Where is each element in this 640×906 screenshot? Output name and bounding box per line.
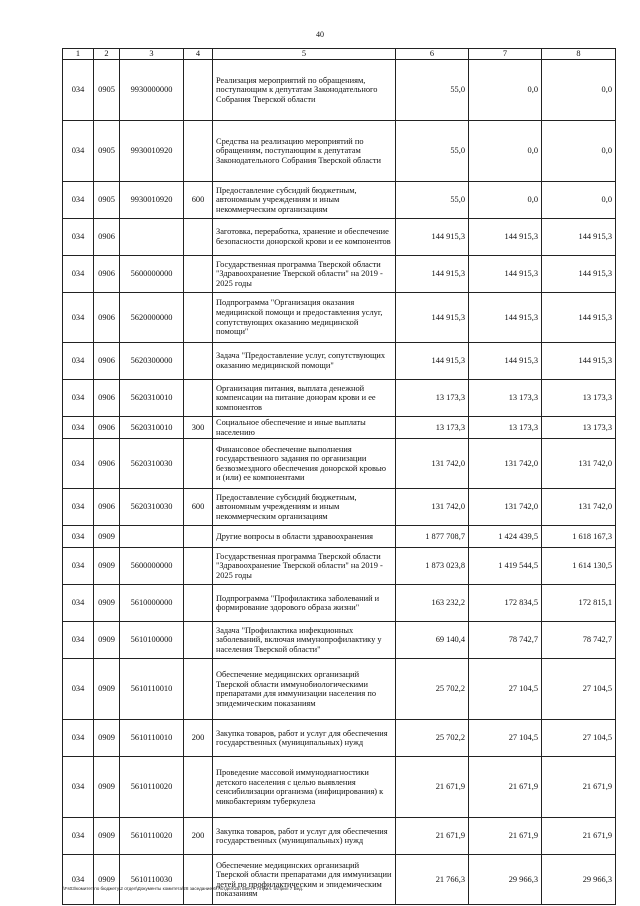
- amount-cell: 131 742,0: [396, 489, 469, 526]
- amount-cell: 21 671,9: [469, 757, 542, 818]
- budget-table: [62, 48, 616, 905]
- description-cell: Подпрограмма "Организация оказания медицинской помощи и предоставления услуг, сопутствующих оказанию медицинской помощи": [213, 293, 396, 343]
- amount-cell: 78 742,7: [542, 622, 616, 659]
- amount-cell: 144 915,3: [469, 293, 542, 343]
- section-cell: 0909: [94, 622, 120, 659]
- section-cell: 0906: [94, 417, 120, 439]
- description-cell: Средства на реализацию мероприятий по обращениям, поступающим к депутатам Законодательного Собрания Тверской области: [213, 121, 396, 182]
- target-item-cell: 5610110020: [120, 757, 184, 818]
- section-cell: 0906: [94, 219, 120, 256]
- target-item-cell: 5600000000: [120, 548, 184, 585]
- description-cell: Заготовка, переработка, хранение и обеспечение безопасности донорской крови и ее компонентов: [213, 219, 396, 256]
- amount-cell: 131 742,0: [396, 439, 469, 489]
- amount-cell: 1 618 167,3: [542, 526, 616, 548]
- code-cell: 034: [63, 622, 94, 659]
- target-item-cell: [120, 526, 184, 548]
- table-row: [63, 659, 616, 720]
- amount-cell: 1 614 130,5: [542, 548, 616, 585]
- section-cell: 0909: [94, 585, 120, 622]
- amount-cell: 144 915,3: [396, 293, 469, 343]
- code-cell: 034: [63, 256, 94, 293]
- table-row: [63, 60, 616, 121]
- expense-type-cell: [184, 659, 213, 720]
- amount-cell: 144 915,3: [396, 256, 469, 293]
- amount-cell: 27 104,5: [469, 720, 542, 757]
- amount-cell: 172 815,1: [542, 585, 616, 622]
- expense-type-cell: [184, 855, 213, 905]
- description-cell: Задача "Предоставление услуг, сопутствующих оказанию медицинской помощи": [213, 343, 396, 380]
- amount-cell: 144 915,3: [469, 256, 542, 293]
- code-cell: 034: [63, 293, 94, 343]
- amount-cell: 131 742,0: [469, 489, 542, 526]
- section-cell: 0906: [94, 256, 120, 293]
- expense-type-cell: 200: [184, 720, 213, 757]
- target-item-cell: 9930000000: [120, 60, 184, 121]
- amount-cell: 172 834,5: [469, 585, 542, 622]
- description-cell: Реализация мероприятий по обращениям, поступающим к депутатам Законодательного Собрания Тверской области: [213, 60, 396, 121]
- table-row: [63, 219, 616, 256]
- target-item-cell: 5620300000: [120, 343, 184, 380]
- amount-cell: 163 232,2: [396, 585, 469, 622]
- section-cell: 0909: [94, 757, 120, 818]
- amount-cell: 144 915,3: [396, 219, 469, 256]
- code-cell: 034: [63, 818, 94, 855]
- amount-cell: 144 915,3: [542, 293, 616, 343]
- code-cell: 034: [63, 855, 94, 905]
- amount-cell: 1 877 708,7: [396, 526, 469, 548]
- amount-cell: 1 424 439,5: [469, 526, 542, 548]
- amount-cell: 144 915,3: [542, 219, 616, 256]
- expense-type-cell: 600: [184, 182, 213, 219]
- amount-cell: 0,0: [469, 182, 542, 219]
- target-item-cell: 5620310030: [120, 439, 184, 489]
- section-cell: 0906: [94, 343, 120, 380]
- expense-type-cell: 200: [184, 818, 213, 855]
- table-row: [63, 855, 616, 905]
- target-item-cell: 5610000000: [120, 585, 184, 622]
- amount-cell: 144 915,3: [469, 343, 542, 380]
- table-row: [63, 121, 616, 182]
- amount-cell: 13 173,3: [469, 417, 542, 439]
- amount-cell: 0,0: [542, 121, 616, 182]
- description-cell: Другие вопросы в области здравоохранения: [213, 526, 396, 548]
- description-cell: Подпрограмма "Профилактика заболеваний и формирование здорового образа жизни": [213, 585, 396, 622]
- amount-cell: 13 173,3: [469, 380, 542, 417]
- amount-cell: 21 671,9: [542, 818, 616, 855]
- amount-cell: 55,0: [396, 60, 469, 121]
- section-cell: 0906: [94, 489, 120, 526]
- expense-type-cell: [184, 622, 213, 659]
- code-cell: 034: [63, 417, 94, 439]
- amount-cell: 21 671,9: [396, 757, 469, 818]
- expense-type-cell: 300: [184, 417, 213, 439]
- amount-cell: 25 702,2: [396, 659, 469, 720]
- amount-cell: 27 104,5: [542, 659, 616, 720]
- amount-cell: 29 966,3: [469, 855, 542, 905]
- page-number: 40: [316, 30, 324, 39]
- table-row: [63, 343, 616, 380]
- expense-type-cell: [184, 256, 213, 293]
- amount-cell: 1 873 023,8: [396, 548, 469, 585]
- description-cell: Предоставление субсидий бюджетным, автономным учреждениям и иным некоммерческим организациям: [213, 489, 396, 526]
- header-cell: 3: [120, 49, 184, 60]
- description-cell: Предоставление субсидий бюджетным, автономным учреждениям и иным некоммерческим организациям: [213, 182, 396, 219]
- section-cell: 0905: [94, 60, 120, 121]
- amount-cell: 13 173,3: [396, 380, 469, 417]
- table-row: [63, 548, 616, 585]
- description-cell: Финансовое обеспечение выполнения государственного задания по организации безвозмездного обеспечения донорской кровью и (или) ее компонентами: [213, 439, 396, 489]
- target-item-cell: 9930010920: [120, 182, 184, 219]
- section-cell: 0905: [94, 182, 120, 219]
- expense-type-cell: 600: [184, 489, 213, 526]
- target-item-cell: 5610110030: [120, 855, 184, 905]
- amount-cell: 13 173,3: [542, 417, 616, 439]
- table-row: [63, 757, 616, 818]
- description-cell: Обеспечение медицинских организаций Тверской области препаратами для иммунизации детей по профилактическим и эпидемическим показаниям: [213, 855, 396, 905]
- code-cell: 034: [63, 720, 94, 757]
- code-cell: 034: [63, 585, 94, 622]
- amount-cell: 21 671,9: [396, 818, 469, 855]
- code-cell: 034: [63, 219, 94, 256]
- description-cell: Социальное обеспечение и иные выплаты населению: [213, 417, 396, 439]
- header-cell: 6: [396, 49, 469, 60]
- amount-cell: 13 173,3: [396, 417, 469, 439]
- target-item-cell: 5610100000: [120, 622, 184, 659]
- description-cell: Закупка товаров, работ и услуг для обеспечения государственных (муниципальных) нужд: [213, 818, 396, 855]
- section-cell: 0909: [94, 818, 120, 855]
- target-item-cell: 9930010920: [120, 121, 184, 182]
- code-cell: 034: [63, 121, 94, 182]
- code-cell: 034: [63, 182, 94, 219]
- header-row: [63, 49, 616, 60]
- code-cell: 034: [63, 489, 94, 526]
- section-cell: 0909: [94, 720, 120, 757]
- expense-type-cell: [184, 439, 213, 489]
- expense-type-cell: [184, 548, 213, 585]
- section-cell: 0909: [94, 855, 120, 905]
- target-item-cell: 5620310030: [120, 489, 184, 526]
- header-cell: 5: [213, 49, 396, 60]
- amount-cell: 144 915,3: [469, 219, 542, 256]
- expense-type-cell: [184, 343, 213, 380]
- code-cell: 034: [63, 526, 94, 548]
- amount-cell: 21 671,9: [469, 818, 542, 855]
- amount-cell: 21 766,3: [396, 855, 469, 905]
- amount-cell: 144 915,3: [542, 256, 616, 293]
- amount-cell: 131 742,0: [469, 439, 542, 489]
- amount-cell: 25 702,2: [396, 720, 469, 757]
- expense-type-cell: [184, 526, 213, 548]
- target-item-cell: 5610110020: [120, 818, 184, 855]
- amount-cell: 0,0: [542, 182, 616, 219]
- code-cell: 034: [63, 343, 94, 380]
- table-row: [63, 818, 616, 855]
- description-cell: Государственная программа Тверской области "Здравоохранение Тверской области" на 2019 - 2025 годы: [213, 256, 396, 293]
- amount-cell: 0,0: [542, 60, 616, 121]
- expense-type-cell: [184, 293, 213, 343]
- amount-cell: 55,0: [396, 182, 469, 219]
- header-cell: 8: [542, 49, 616, 60]
- amount-cell: 78 742,7: [469, 622, 542, 659]
- amount-cell: 144 915,3: [542, 343, 616, 380]
- section-cell: 0909: [94, 659, 120, 720]
- amount-cell: 27 104,5: [542, 720, 616, 757]
- expense-type-cell: [184, 60, 213, 121]
- amount-cell: 69 140,4: [396, 622, 469, 659]
- target-item-cell: 5600000000: [120, 256, 184, 293]
- section-cell: 0906: [94, 380, 120, 417]
- description-cell: Обеспечение медицинских организаций Тверской области иммунобиологическими препаратами для иммунизации населения по эпидемическим показаниям: [213, 659, 396, 720]
- table-row: [63, 417, 616, 439]
- table-row: [63, 489, 616, 526]
- header-cell: 7: [469, 49, 542, 60]
- header-cell: 4: [184, 49, 213, 60]
- table-row: [63, 622, 616, 659]
- description-cell: Проведение массовой иммунодиагностики детского населения с целью выявления сенсибилизации организма (инфицирования) к микобактериям туберкулеза: [213, 757, 396, 818]
- target-item-cell: 5620310010: [120, 380, 184, 417]
- section-cell: 0906: [94, 439, 120, 489]
- target-item-cell: 5620000000: [120, 293, 184, 343]
- code-cell: 034: [63, 548, 94, 585]
- table-row: [63, 720, 616, 757]
- header-cell: 2: [94, 49, 120, 60]
- target-item-cell: [120, 219, 184, 256]
- expense-type-cell: [184, 757, 213, 818]
- section-cell: 0905: [94, 121, 120, 182]
- amount-cell: 27 104,5: [469, 659, 542, 720]
- section-cell: 0906: [94, 293, 120, 343]
- table-row: [63, 439, 616, 489]
- target-item-cell: 5610110010: [120, 659, 184, 720]
- description-cell: Организация питания, выплата денежной компенсации на питание донорам крови и ее компонентов: [213, 380, 396, 417]
- code-cell: 034: [63, 757, 94, 818]
- table-body: [63, 60, 616, 905]
- description-cell: Закупка товаров, работ и услуг для обеспечения государственных (муниципальных) нужд: [213, 720, 396, 757]
- header-cell: 1: [63, 49, 94, 60]
- amount-cell: 0,0: [469, 121, 542, 182]
- target-item-cell: 5620310010: [120, 417, 184, 439]
- amount-cell: 21 671,9: [542, 757, 616, 818]
- expense-type-cell: [184, 585, 213, 622]
- amount-cell: 131 742,0: [542, 489, 616, 526]
- table-row: [63, 293, 616, 343]
- section-cell: 0909: [94, 526, 120, 548]
- description-cell: Государственная программа Тверской области "Здравоохранение Тверской области" на 2019 - 2025 годы: [213, 548, 396, 585]
- amount-cell: 13 173,3: [542, 380, 616, 417]
- amount-cell: 144 915,3: [396, 343, 469, 380]
- expense-type-cell: [184, 219, 213, 256]
- amount-cell: 29 966,3: [542, 855, 616, 905]
- footer-file-path: \\Fs03\комитет по бюджету\2 отдел\Документы комитета\28 заседание 6\?\отдел\28\ 569-П-7\Прил. 6\Прил 7 Вед.: [62, 886, 304, 891]
- description-cell: Задача "Профилактика инфекционных заболеваний, включая иммунопрофилактику у населения Тверской области": [213, 622, 396, 659]
- amount-cell: 55,0: [396, 121, 469, 182]
- target-item-cell: 5610110010: [120, 720, 184, 757]
- code-cell: 034: [63, 659, 94, 720]
- table-row: [63, 182, 616, 219]
- amount-cell: 1 419 544,5: [469, 548, 542, 585]
- amount-cell: 131 742,0: [542, 439, 616, 489]
- table-row: [63, 585, 616, 622]
- section-cell: 0909: [94, 548, 120, 585]
- expense-type-cell: [184, 121, 213, 182]
- amount-cell: 0,0: [469, 60, 542, 121]
- table-row: [63, 380, 616, 417]
- expense-type-cell: [184, 380, 213, 417]
- table-row: [63, 526, 616, 548]
- code-cell: 034: [63, 380, 94, 417]
- code-cell: 034: [63, 439, 94, 489]
- code-cell: 034: [63, 60, 94, 121]
- table-row: [63, 256, 616, 293]
